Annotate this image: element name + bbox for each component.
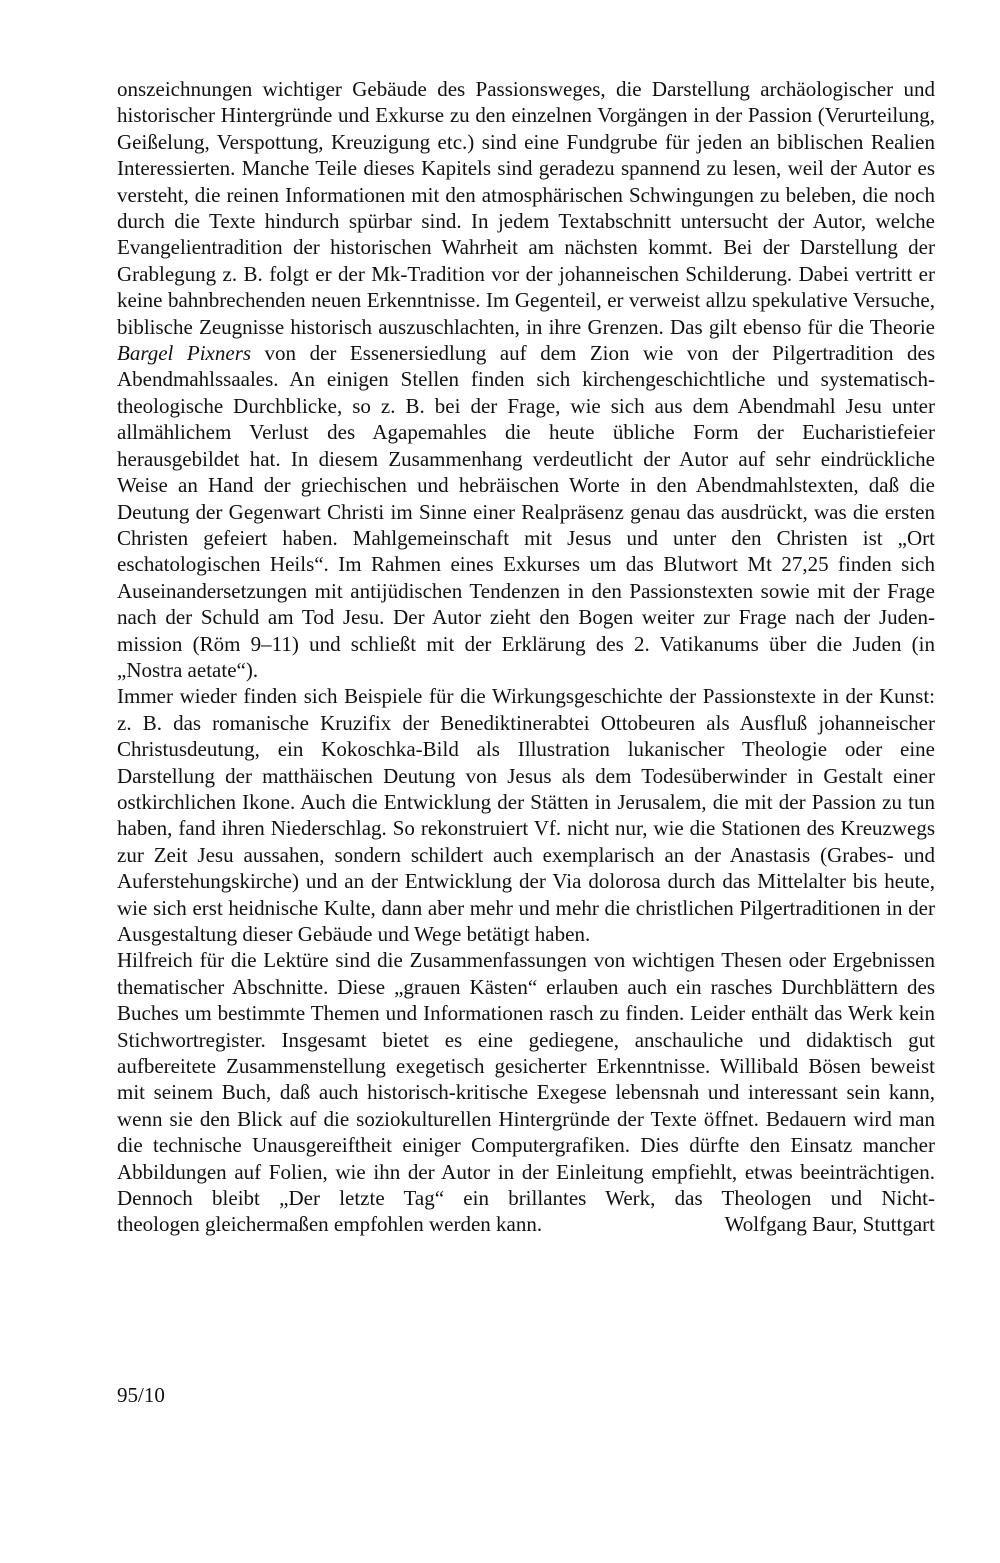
- paragraph-3: Hilfreich für die Lektüre sind die Zusammenfassungen von wichtigen Thesen oder Ergebnissen thematischer Abschnitte. Diese „grauen Kästen“ erlauben auch ein rasches Durchblättern des Buches um bestimmte Themen und Informationen rasch zu finden. Leider enthält das Werk kein Stichwortregister. Insgesamt bietet es eine gediegene, anschauliche und didaktisch gut aufbereitete Zusammenstellung exegetisch gesicherter Erkenntnisse. Willibald Bösen beweist mit seinem Buch, daß auch historisch-kritische Exegese lebensnah und interessant sein kann, wenn sie den Blick auf die soziokulturellen Hintergründe der Texte öffnet. Bedauern wird man die technische Unausgereiftheit einiger Computergrafiken. Dies dürfte den Einsatz mancher Abbildungen auf Folien, wie ihn der Autor in der Einleitung empfiehlt, etwas beeinträchtigen. Dennoch bleibt „Der letzte Tag“ ein brillantes Werk, das Theologen und Nicht-: [117, 948, 935, 1211]
- paragraph-1-part-2: von der Essenersiedlung auf dem Zion wie von der Pilgertradition des Abendmahlssaales. An einigen Stellen finden sich kirchengeschichtliche und systematisch-theologische Durchblicke, so z. B. bei der Frage, wie sich aus dem Abendmahl Jesu unter allmählichem Verlust des Agapemahles die heute übliche Form der Eucharistiefeier herausgebildet hat. In diesem Zusammenhang verdeutlicht der Autor auf sehr eindrückliche Weise an Hand der griechischen und hebräischen Worte in den Abendmahlstexten, daß die Deutung der Gegenwart Christi im Sinne einer Realpräsenz genau das ausdrückt, was die ersten Christen gefeiert haben. Mahlgemeinschaft mit Jesus und unter den Christen ist „Ort eschatologischen Heils“. Im Rahmen eines Exkurses um das Blutwort Mt 27,25 finden sich Auseinandersetzungen mit antijüdischen Tendenzen in den Passionstexten sowie mit der Frage nach der Schuld am Tod Jesu. Der Autor zieht den Bogen weiter zur Frage nach der Judenmission (Röm 9–11) und schließt mit der Erklärung des 2. Vatikanums über die Juden (in „Nostra aetate“).: [117, 341, 936, 682]
- paragraph-1-part-1: onszeichnungen wichtiger Gebäude des Passionsweges, die Darstellung archäologischer und historischer Hintergründe und Exkurse zu den einzelnen Vorgängen in der Passion (Verurteilung, Geißelung, Verspottung, Kreuzigung etc.) sind eine Fundgrube für jeden an biblischen Realien Interessierten. Manche Teile dieses Kapitels sind geradezu spannend zu lesen, weil der Autor es versteht, die reinen Informationen mit den atmosphärischen Schwingungen zu beleben, die noch durch die Texte hindurch spürbar sind. In jedem Textabschnitt untersucht der Autor, welche Evangelientradition der historischen Wahrheit am nächsten kommt. Bei der Darstellung der Grablegung z. B. folgt er der Mk-Tradition vor der johanneischen Schilderung. Dabei vertritt er keine bahnbrechenden neuen Erkenntnisse. Im Gegenteil, er verweist allzu spekulative Versuche, biblische Zeugnisse historisch auszuschlachten, in ihre Grenzen. Das gilt ebenso für die Theorie: [117, 77, 935, 339]
- author-signature: Wolfgang Baur, Stuttgart: [724, 1212, 935, 1237]
- page-reference: 95/10: [117, 1383, 165, 1407]
- paragraph-2: Immer wieder finden sich Beispiele für die Wirkungsgeschichte der Passionstexte in der Kunst: z. B. das romanische Kruzifix der Benediktinerabtei Ottobeuren als Ausfluß johanneischer Christusdeutung, ein Kokoschka-Bild als Illustration lukanischer Theologie oder eine Darstellung der matthäischen Deutung von Jesus als dem Todesüberwinder in Gestalt einer ostkirchlichen Ikone. Auch die Entwicklung der Stätten in Jerusalem, die mit der Passion zu tun haben, fand ihren Niederschlag. So rekonstruiert Vf. nicht nur, wie die Stationen des Kreuzwegs zur Zeit Jesu aussahen, sondern schildert auch exemplarisch an der Anastasis (Grabes- und Auferstehungskirche) und an der Entwicklung der Via dolorosa durch das Mittelalter bis heute, wie sich erst heidnische Kulte, dann aber mehr und mehr die christlichen Pilgertraditionen in der Ausgestaltung dieser Gebäude und Wege betätigt haben.: [117, 684, 935, 946]
- emphasized-name: Bargel Pixners: [117, 341, 252, 366]
- paragraph-1: [117, 76, 935, 683]
- paragraph-3-last-line: theologen gleichermaßen empfohlen werden kann.: [117, 1212, 543, 1237]
- signoff-line: [117, 1211, 935, 1237]
- review-text: [117, 76, 935, 1238]
